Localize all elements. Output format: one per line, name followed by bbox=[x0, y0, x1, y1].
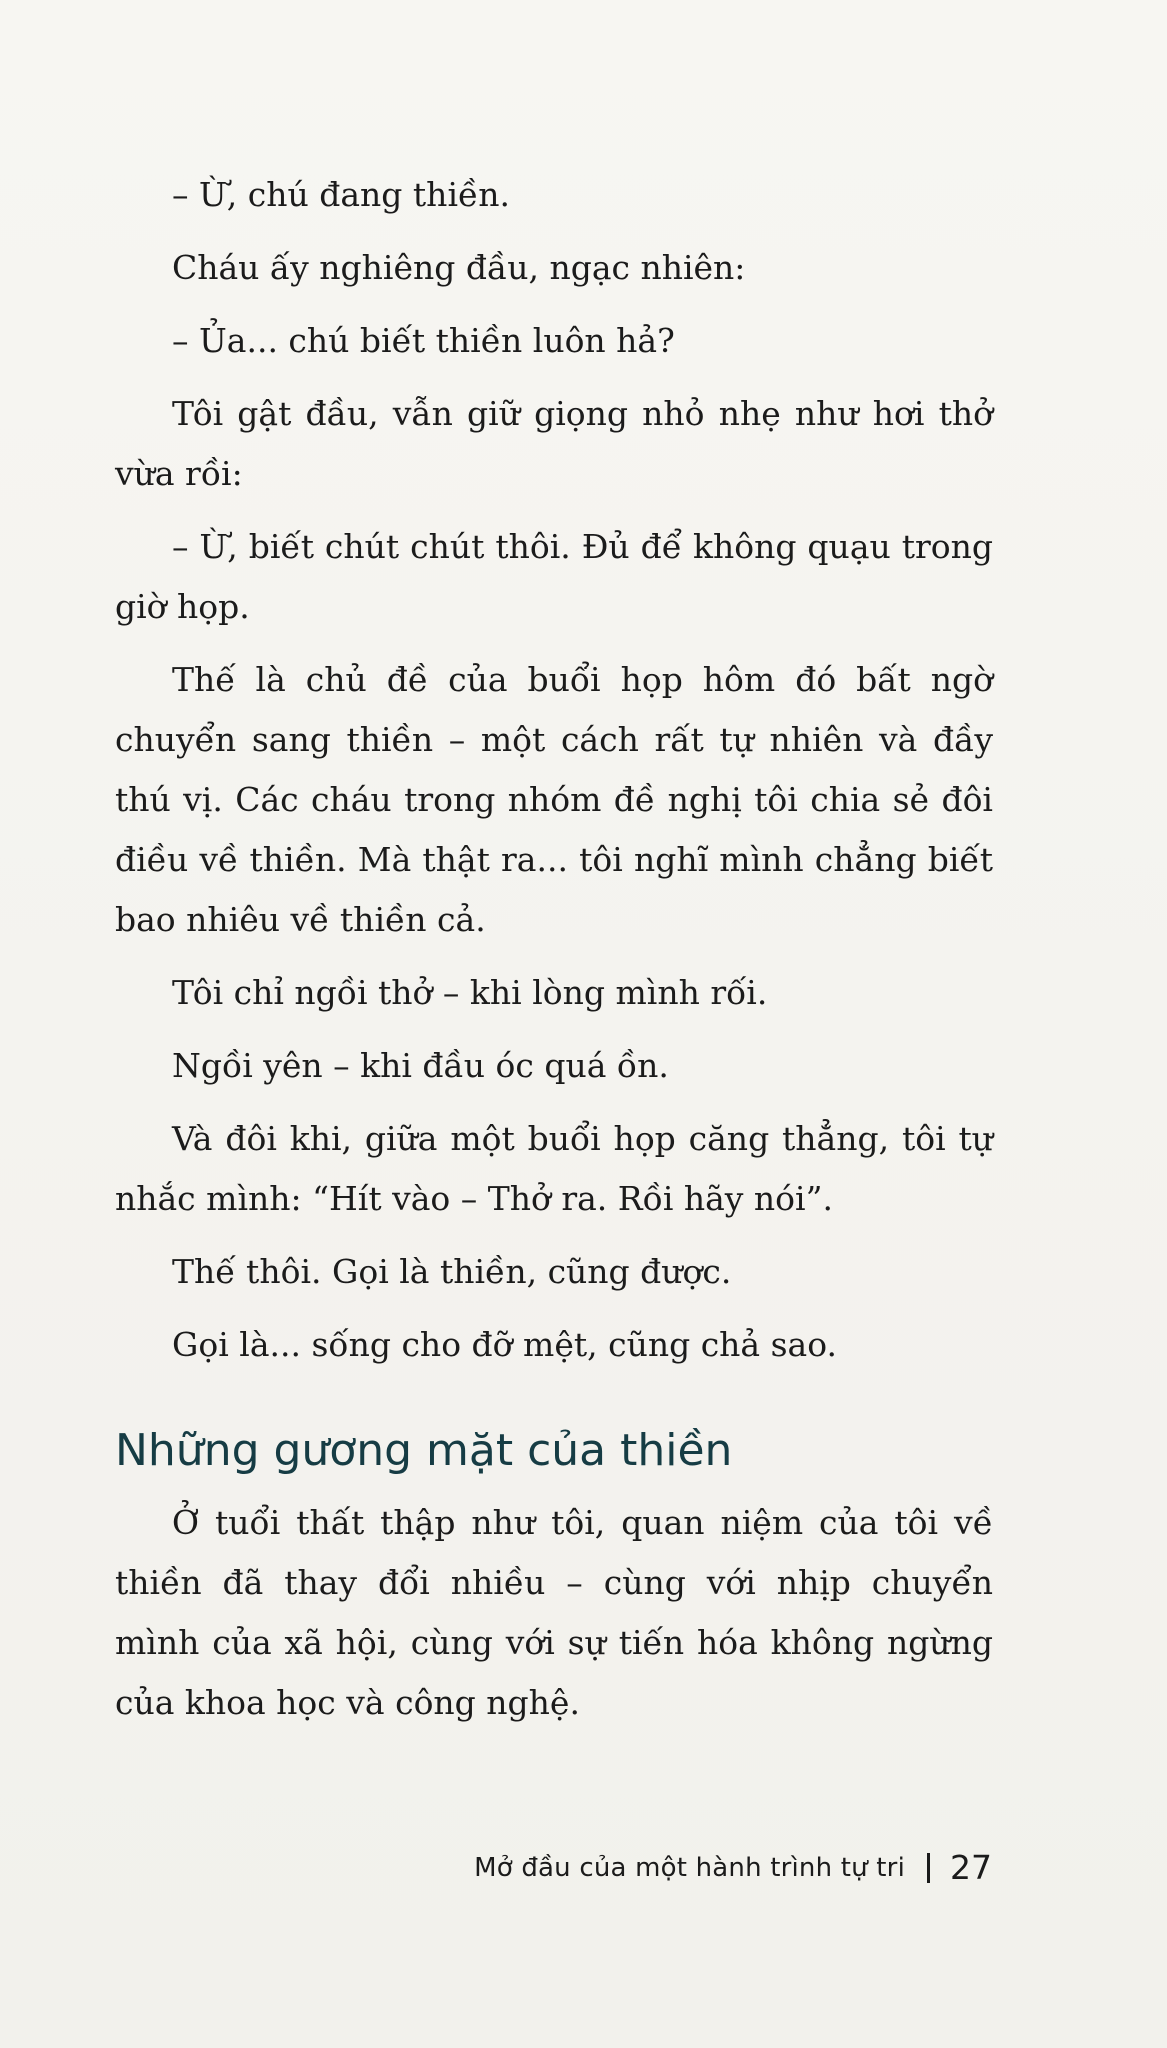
footer-divider bbox=[927, 1853, 930, 1883]
page-footer bbox=[474, 1848, 992, 1887]
paragraph: Cháu ấy nghiêng đầu, ngạc nhiên: bbox=[172, 248, 746, 287]
paragraph: Tôi gật đầu, vẫn giữ giọng nhỏ nhẹ như hơi thở vừa rồi: bbox=[115, 394, 993, 493]
page-number: 27 bbox=[950, 1848, 992, 1887]
body-text bbox=[115, 165, 993, 1733]
paragraph: Ở tuổi thất thập như tôi, quan niệm của tôi về thiền đã thay đổi nhiều – cùng với nhịp chuyển mình của xã hội, cùng với sự tiến hóa không ngừng của khoa học và công nghệ. bbox=[115, 1503, 993, 1722]
paragraph: Và đôi khi, giữa một buổi họp căng thẳng, tôi tự nhắc mình: “Hít vào – Thở ra. Rồi hãy nói”. bbox=[115, 1119, 993, 1218]
section-heading: Những gương mặt của thiền bbox=[115, 1425, 733, 1476]
paragraph: – Ừ, chú đang thiền. bbox=[172, 175, 511, 214]
paragraph: Tôi chỉ ngồi thở – khi lòng mình rối. bbox=[172, 973, 768, 1012]
paragraph: Thế là chủ đề của buổi họp hôm đó bất ngờ chuyển sang thiền – một cách rất tự nhiên và đầy thú vị. Các cháu trong nhóm đề nghị tôi chia sẻ đôi điều về thiền. Mà thật ra... tôi nghĩ mình chẳng biết bao nhiêu về thiền cả. bbox=[115, 660, 993, 939]
paragraph: Thế thôi. Gọi là thiền, cũng được. bbox=[172, 1252, 732, 1291]
paragraph: Gọi là... sống cho đỡ mệt, cũng chả sao. bbox=[172, 1325, 837, 1364]
paragraph: Ngồi yên – khi đầu óc quá ồn. bbox=[172, 1046, 669, 1085]
paragraph: – Ừ, biết chút chút thôi. Đủ để không quạu trong giờ họp. bbox=[115, 527, 993, 626]
running-title: Mở đầu của một hành trình tự tri bbox=[474, 1852, 905, 1883]
paragraph: – Ủa... chú biết thiền luôn hả? bbox=[172, 321, 675, 360]
